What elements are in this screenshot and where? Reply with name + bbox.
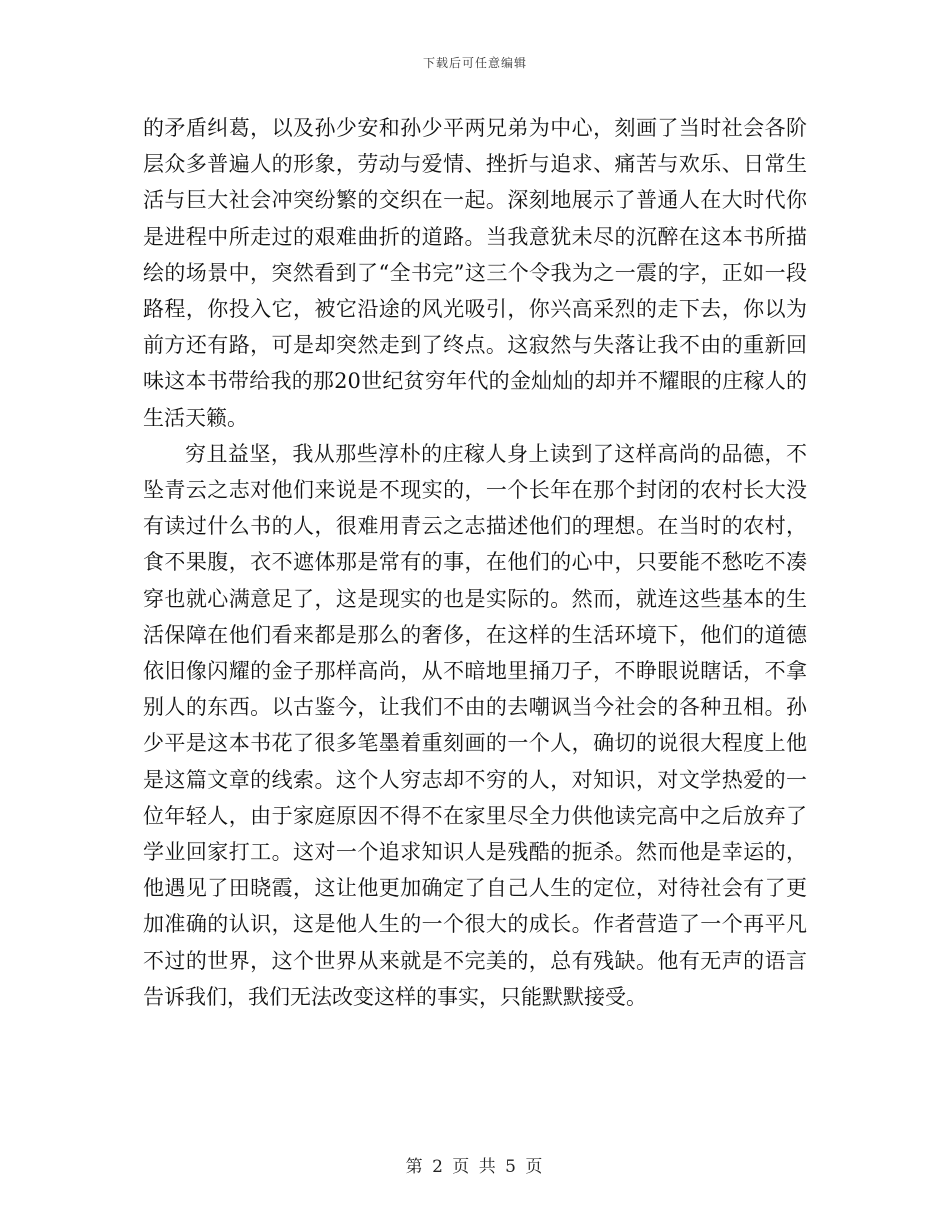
paragraph-continuation: 的矛盾纠葛，以及孙少安和孙少平两兄弟为中心，刻画了当时社会各阶层众多普遍人的形象，劳动与爱情、挫折与追求、痛苦与欢乐、日常生活与巨大社会冲突纷繁的交织在一起。深刻地展示了普通人在大时代你是进程中所走过的艰难曲折的道路。当我意犹未尽的沉醉在这本书所描绘的场景中，突然看到了“全书完”这三个令我为之一震的字，正如一段路程，你投入它，被它沿途的风光吸引，你兴高采烈的走下去，你以为前方还有路，可是却突然走到了终点。这寂然与失落让我不由的重新回味这本书带给我的那20世纪贫穷年代的金灿灿的却并不耀眼的庄稼人的生活天籁。: [143, 116, 807, 430]
page-number: 第 2 页 共 5 页: [405, 1157, 545, 1177]
document-body: [143, 110, 807, 1015]
paragraph-main: 穷且益坚，我从那些淳朴的庄稼人身上读到了这样高尚的品德，不坠青云之志对他们来说是不现实的，一个长年在那个封闭的农村长大没有读过什么书的人，很难用青云之志描述他们的理想。在当时的农村，食不果腹，衣不遮体那是常有的事，在他们的心中，只要能不愁吃不凑穿也就心满意足了，这是现实的也是实际的。然而，就连这些基本的生活保障在他们看来都是那么的奢侈，在这样的生活环境下，他们的道德依旧像闪耀的金子那样高尚，从不暗地里捅刀子，不睁眼说瞎话，不拿别人的东西。以古鉴今，让我们不由的去嘲讽当今社会的各种丑相。孙少平是这本书花了很多笔墨着重刻画的一个人，确切的说很大程度上他是这篇文章的线索。这个人穷志却不穷的人，对知识，对文学热爱的一位年轻人，由于家庭原因不得不在家里尽全力供他读完高中之后放弃了学业回家打工。这对一个追求知识人是残酷的扼杀。然而他是幸运的，他遇见了田晓霞，这让他更加确定了自己人生的定位，对待社会有了更加准确的认识，这是他人生的一个很大的成长。作者营造了一个再平凡不过的世界，这个世界从来就是不完美的，总有残缺。他有无声的语言告诉我们，我们无法改变这样的事实，只能默默接受。: [143, 441, 807, 1009]
page-header: 下载后可任意编辑: [422, 56, 527, 70]
